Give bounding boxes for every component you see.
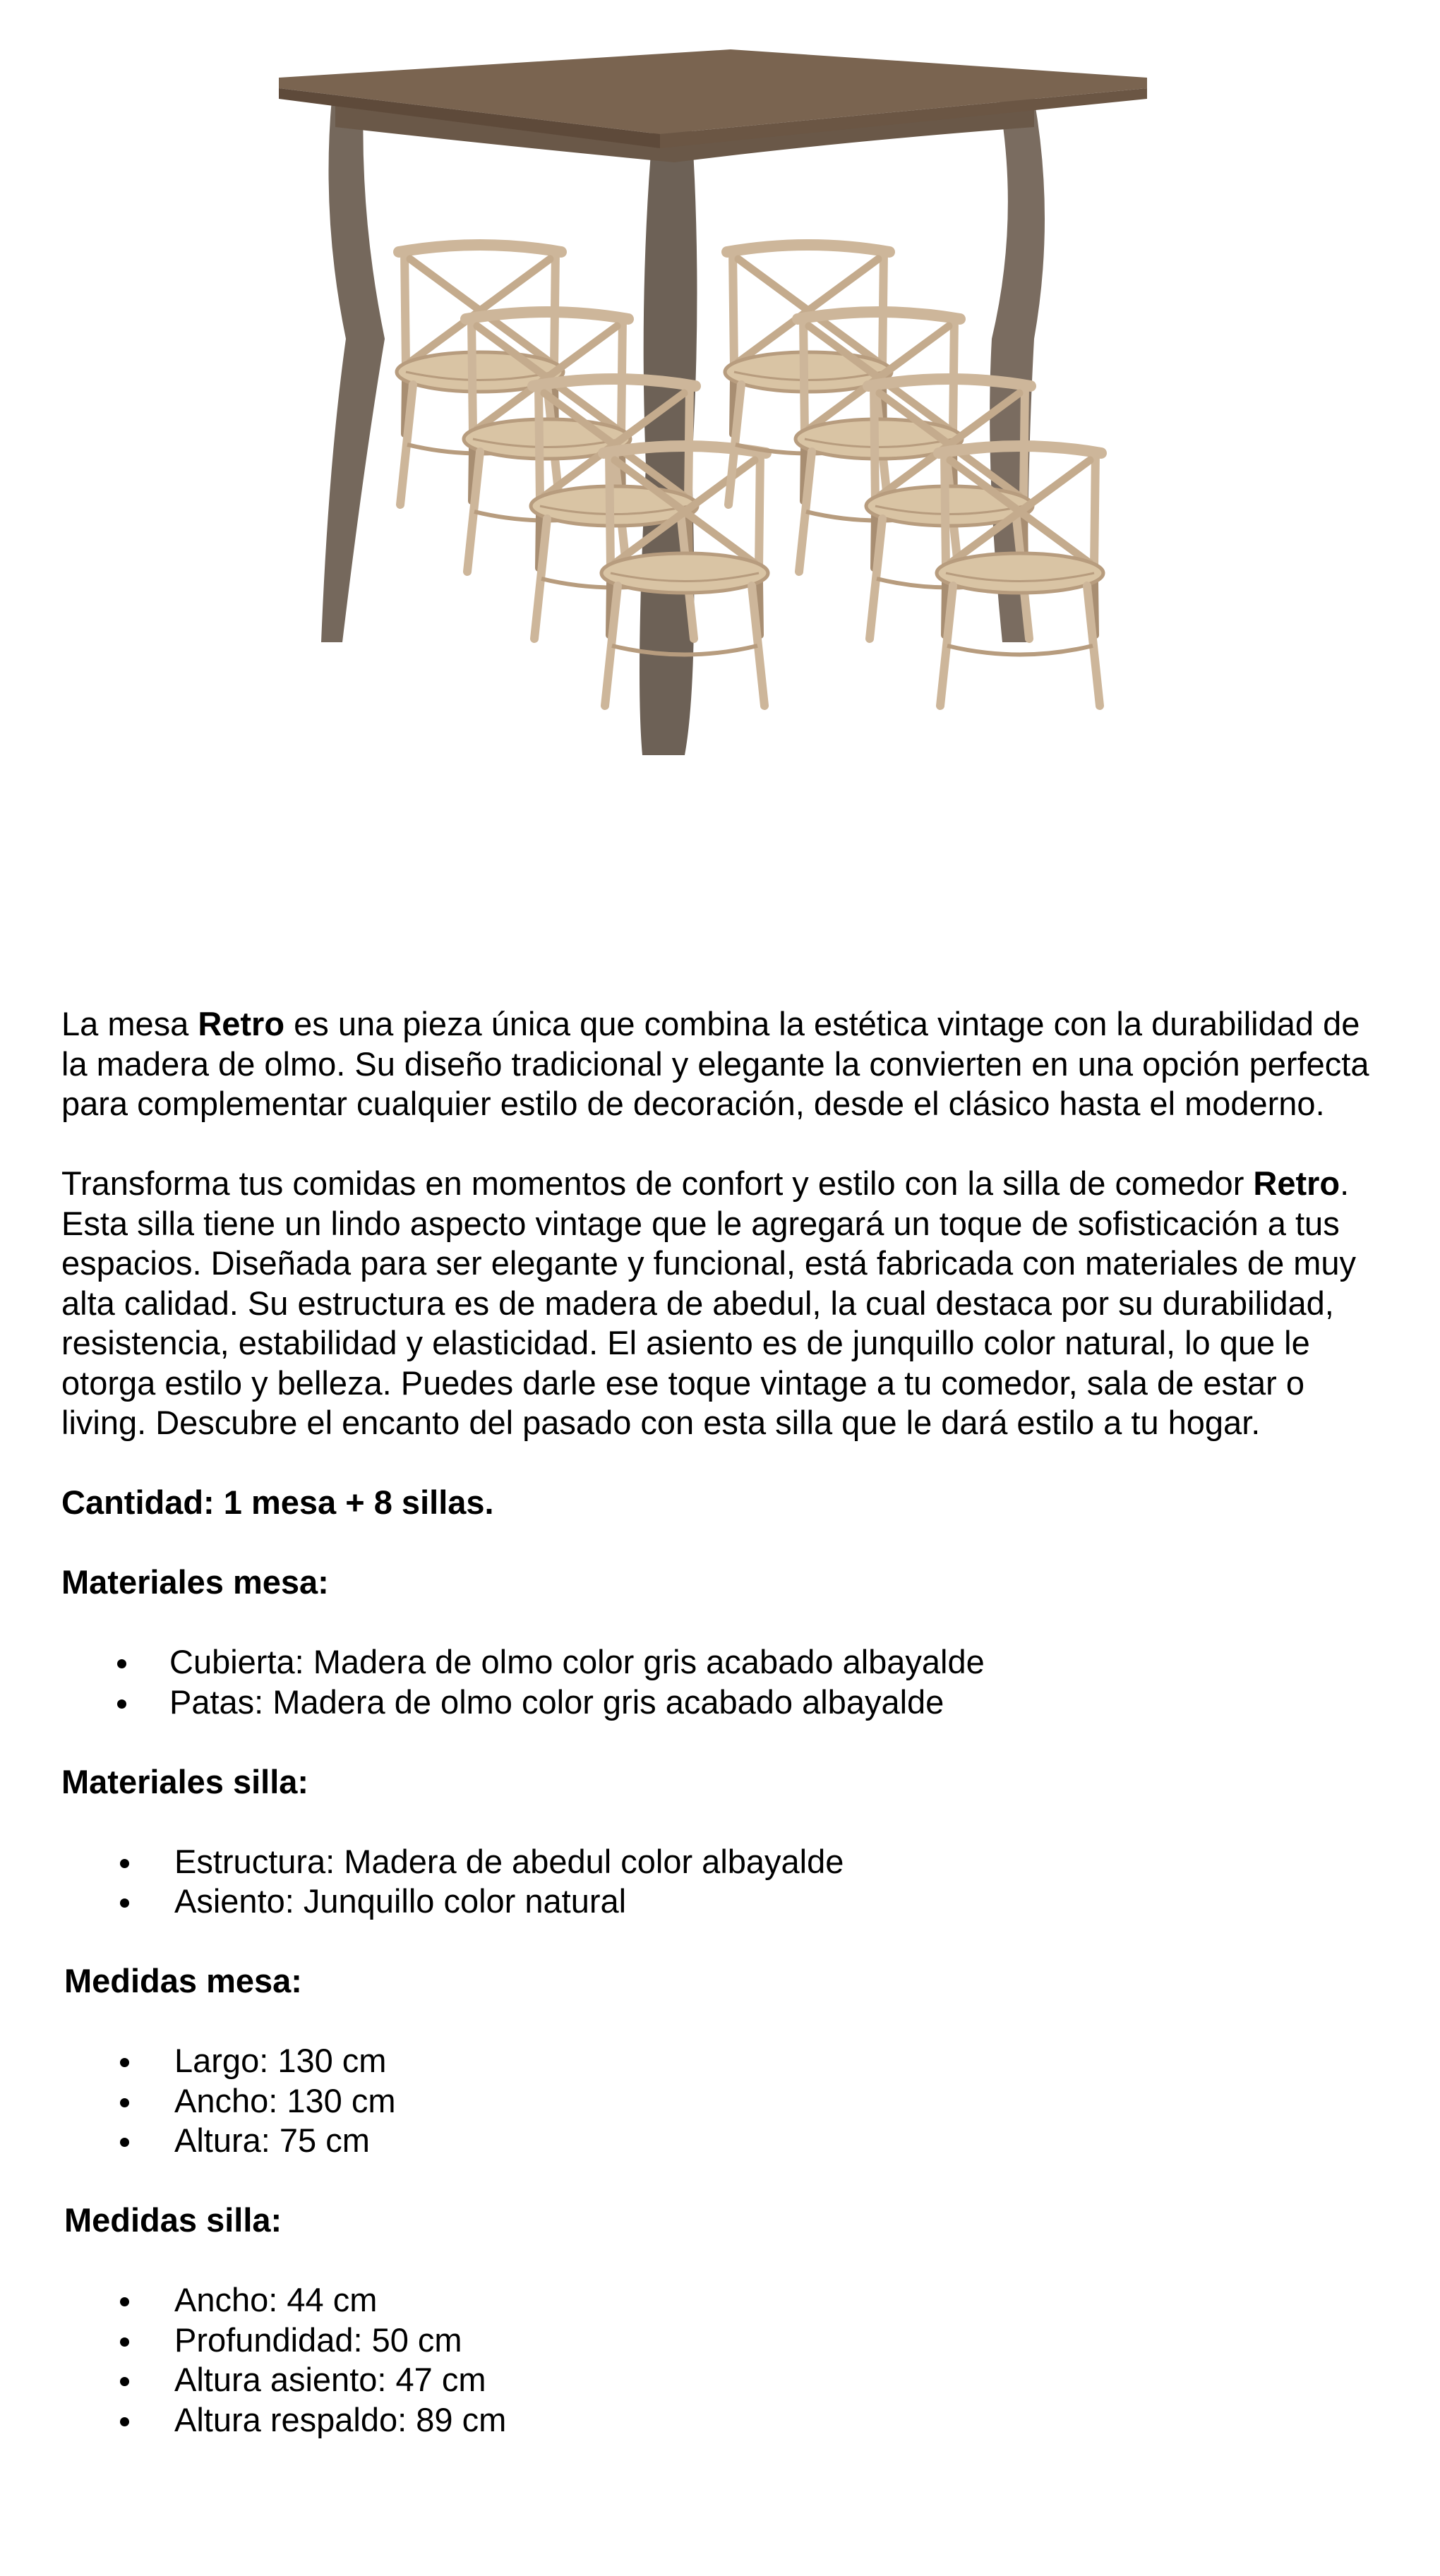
list-item: Ancho: 130 cm: [61, 2081, 1388, 2121]
bullet-icon: [120, 2417, 129, 2426]
chair-description: Transforma tus comidas en momentos de confort y estilo con la silla de comedor Retro. Esta silla tiene un lindo aspecto vintage que le agregará un toque de sofisticación a tus espacios. Diseñada para ser elegante y funcional, está fabricada con materiales de muy alta calidad. Su estructura es de madera de abedul, la cual destaca por su durabilidad, resistencia, estabilidad y elasticidad. El asiento es de junquillo color natural, lo que le otorga estilo y belleza. Puedes darle ese toque vintage a tu comedor, sala de estar o living. Descubre el encanto del pasado con esta silla que le dará estilo a tu hogar.: [61, 1164, 1357, 1441]
product-image: [279, 42, 1182, 854]
list-item: Largo: 130 cm: [61, 2041, 1388, 2081]
bullet-icon: [120, 1898, 129, 1908]
section-heading-medidas-silla: Medidas silla:: [64, 2201, 282, 2239]
bullet-icon: [120, 2098, 129, 2107]
materiales-mesa-list: [61, 1642, 1388, 1722]
quantity: Cantidad: 1 mesa + 8 sillas.: [61, 1483, 494, 1521]
list-item: Profundidad: 50 cm: [61, 2321, 1388, 2361]
list-item: Ancho: 44 cm: [61, 2280, 1388, 2321]
section-heading-medidas-mesa: Medidas mesa:: [64, 1962, 302, 1999]
bullet-icon: [117, 1659, 126, 1668]
bullet-icon: [120, 2138, 129, 2147]
section-heading-materiales-mesa: Materiales mesa:: [61, 1563, 329, 1601]
list-item: Altura respaldo: 89 cm: [61, 2400, 1388, 2440]
materiales-silla-list: [61, 1842, 1388, 1922]
bullet-icon: [120, 2297, 129, 2306]
list-item: Asiento: Junquillo color natural: [61, 1882, 1388, 1922]
table-description: La mesa Retro es una pieza única que combina la estética vintage con la durabilidad de la madera de olmo. Su diseño tradicional y elegante la convierten en una opción perfecta para complementar cualquier estilo de decoración, desde el clásico hasta el moderno.: [61, 1005, 1369, 1122]
section-heading-materiales-silla: Materiales silla:: [61, 1762, 309, 1800]
list-item: Altura: 75 cm: [61, 2121, 1388, 2161]
list-item: Cubierta: Madera de olmo color gris acabado albayalde: [61, 1642, 1388, 1683]
list-item: Estructura: Madera de abedul color albayalde: [61, 1842, 1388, 1882]
list-item: Patas: Madera de olmo color gris acabado albayalde: [61, 1683, 1388, 1723]
bullet-icon: [120, 2377, 129, 2386]
bullet-icon: [117, 1699, 126, 1709]
bullet-icon: [120, 1859, 129, 1868]
medidas-mesa-list: [61, 2041, 1388, 2161]
list-item: Altura asiento: 47 cm: [61, 2360, 1388, 2400]
bullet-icon: [120, 2058, 129, 2067]
product-description: [61, 1004, 1388, 2440]
bullet-icon: [120, 2337, 129, 2347]
medidas-silla-list: [61, 2280, 1388, 2440]
